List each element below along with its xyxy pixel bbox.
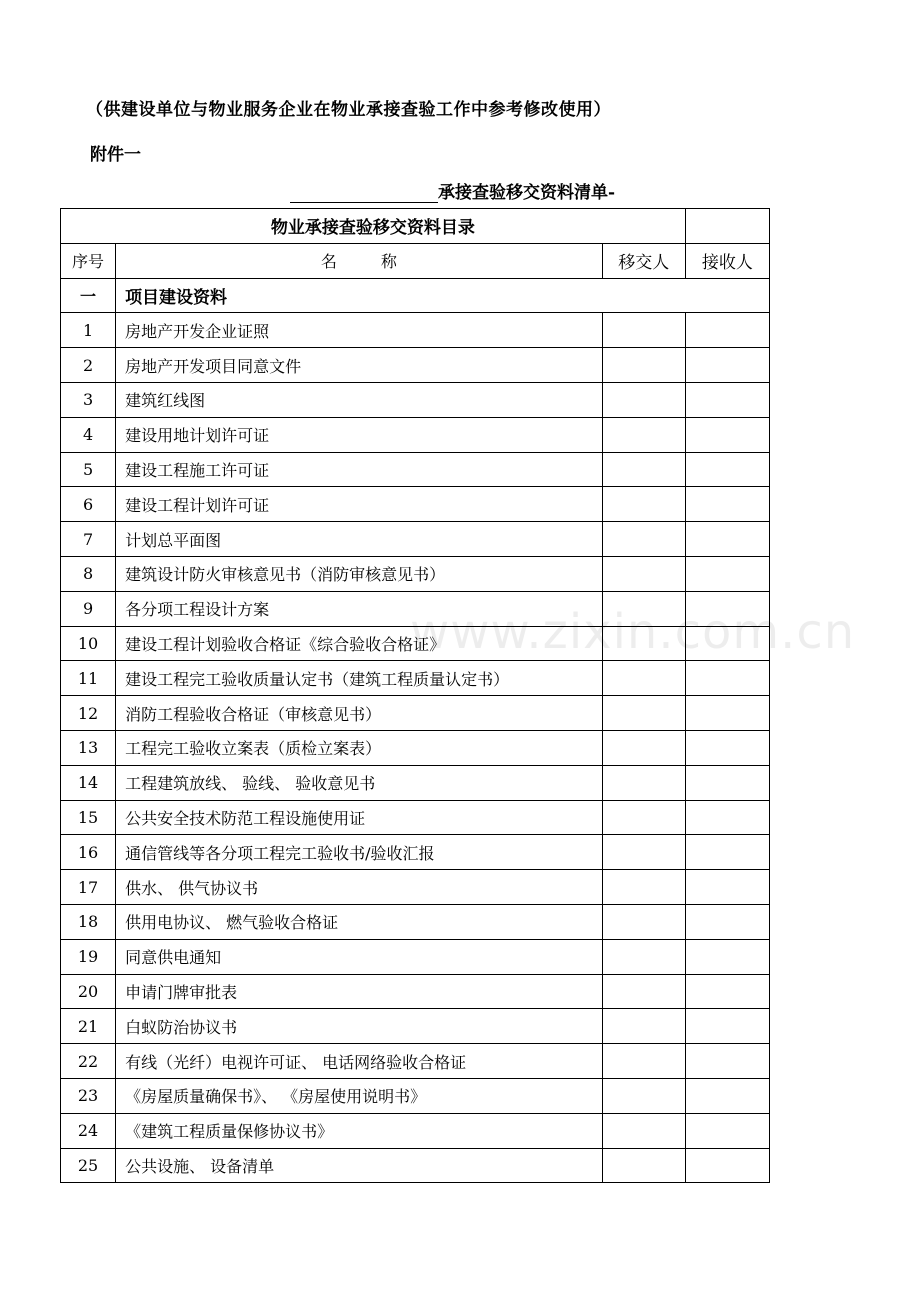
row-document-name: 各分项工程设计方案 bbox=[116, 591, 603, 626]
row-giver-cell[interactable] bbox=[602, 800, 685, 835]
catalog-title-spare-cell bbox=[685, 209, 769, 244]
row-receiver-cell[interactable] bbox=[685, 800, 769, 835]
row-giver-cell[interactable] bbox=[602, 835, 685, 870]
row-receiver-cell[interactable] bbox=[685, 696, 769, 731]
row-document-name: 建设用地计划许可证 bbox=[116, 417, 603, 452]
table-row bbox=[61, 696, 770, 731]
row-document-name: 建筑设计防火审核意见书（消防审核意见书） bbox=[116, 556, 603, 591]
table-row bbox=[61, 382, 770, 417]
table-row bbox=[61, 1113, 770, 1148]
row-document-name: 《建筑工程质量保修协议书》 bbox=[116, 1113, 603, 1148]
row-receiver-cell[interactable] bbox=[685, 1113, 769, 1148]
row-number: 5 bbox=[61, 452, 116, 487]
title-blank-line bbox=[290, 184, 438, 203]
row-document-name: 通信管线等各分项工程完工验收书/验收汇报 bbox=[116, 835, 603, 870]
row-giver-cell[interactable] bbox=[602, 1009, 685, 1044]
table-row bbox=[61, 661, 770, 696]
table-row bbox=[61, 1044, 770, 1079]
row-number: 8 bbox=[61, 556, 116, 591]
table-row bbox=[61, 870, 770, 905]
row-giver-cell[interactable] bbox=[602, 1078, 685, 1113]
table-row bbox=[61, 1148, 770, 1183]
column-header-row bbox=[61, 243, 770, 278]
row-number: 17 bbox=[61, 870, 116, 905]
row-number: 22 bbox=[61, 1044, 116, 1079]
row-giver-cell[interactable] bbox=[602, 904, 685, 939]
row-giver-cell[interactable] bbox=[602, 452, 685, 487]
row-giver-cell[interactable] bbox=[602, 1113, 685, 1148]
table-row bbox=[61, 556, 770, 591]
row-number: 12 bbox=[61, 696, 116, 731]
row-document-name: 公共安全技术防范工程设施使用证 bbox=[116, 800, 603, 835]
row-receiver-cell[interactable] bbox=[685, 1148, 769, 1183]
handover-list-table bbox=[60, 208, 770, 1183]
row-document-name: 房地产开发企业证照 bbox=[116, 313, 603, 348]
row-number: 24 bbox=[61, 1113, 116, 1148]
row-document-name: 工程完工验收立案表（质检立案表） bbox=[116, 730, 603, 765]
row-document-name: 工程建筑放线、 验线、 验收意见书 bbox=[116, 765, 603, 800]
row-number: 25 bbox=[61, 1148, 116, 1183]
section-number: 一 bbox=[61, 278, 116, 313]
row-receiver-cell[interactable] bbox=[685, 1078, 769, 1113]
table-row bbox=[61, 1078, 770, 1113]
table-row bbox=[61, 522, 770, 557]
row-document-name: 建设工程完工验收质量认定书（建筑工程质量认定书） bbox=[116, 661, 603, 696]
row-number: 18 bbox=[61, 904, 116, 939]
row-document-name: 计划总平面图 bbox=[116, 522, 603, 557]
row-receiver-cell[interactable] bbox=[685, 522, 769, 557]
table-row bbox=[61, 417, 770, 452]
table-row bbox=[61, 452, 770, 487]
row-number: 23 bbox=[61, 1078, 116, 1113]
row-document-name: 白蚁防治协议书 bbox=[116, 1009, 603, 1044]
row-giver-cell[interactable] bbox=[602, 522, 685, 557]
row-receiver-cell[interactable] bbox=[685, 661, 769, 696]
row-document-name: 建筑红线图 bbox=[116, 382, 603, 417]
row-giver-cell[interactable] bbox=[602, 487, 685, 522]
row-receiver-cell[interactable] bbox=[685, 730, 769, 765]
row-number: 7 bbox=[61, 522, 116, 557]
row-giver-cell[interactable] bbox=[602, 417, 685, 452]
column-header-receiver: 接收人 bbox=[685, 243, 769, 278]
section-label: 项目建设资料 bbox=[116, 278, 770, 313]
table-row bbox=[61, 904, 770, 939]
row-receiver-cell[interactable] bbox=[685, 870, 769, 905]
row-document-name: 公共设施、 设备清单 bbox=[116, 1148, 603, 1183]
row-receiver-cell[interactable] bbox=[685, 591, 769, 626]
table-row bbox=[61, 800, 770, 835]
row-receiver-cell[interactable] bbox=[685, 939, 769, 974]
catalog-title: 物业承接查验移交资料目录 bbox=[61, 209, 686, 244]
table-row bbox=[61, 348, 770, 383]
row-document-name: 供水、 供气协议书 bbox=[116, 870, 603, 905]
row-number: 16 bbox=[61, 835, 116, 870]
row-receiver-cell[interactable] bbox=[685, 348, 769, 383]
table-row bbox=[61, 487, 770, 522]
table-row bbox=[61, 730, 770, 765]
row-giver-cell[interactable] bbox=[602, 696, 685, 731]
row-document-name: 房地产开发项目同意文件 bbox=[116, 348, 603, 383]
row-number: 2 bbox=[61, 348, 116, 383]
row-document-name: 供用电协议、 燃气验收合格证 bbox=[116, 904, 603, 939]
table-row bbox=[61, 939, 770, 974]
row-receiver-cell[interactable] bbox=[685, 417, 769, 452]
row-giver-cell[interactable] bbox=[602, 974, 685, 1009]
table-row bbox=[61, 1009, 770, 1044]
row-giver-cell[interactable] bbox=[602, 348, 685, 383]
row-number: 19 bbox=[61, 939, 116, 974]
row-receiver-cell[interactable] bbox=[685, 452, 769, 487]
table-row bbox=[61, 626, 770, 661]
row-number: 14 bbox=[61, 765, 116, 800]
row-giver-cell[interactable] bbox=[602, 313, 685, 348]
row-document-name: 建设工程施工许可证 bbox=[116, 452, 603, 487]
row-receiver-cell[interactable] bbox=[685, 1044, 769, 1079]
row-number: 6 bbox=[61, 487, 116, 522]
column-header-no: 序号 bbox=[61, 243, 116, 278]
row-document-name: 同意供电通知 bbox=[116, 939, 603, 974]
row-document-name: 《房屋质量确保书》、 《房屋使用说明书》 bbox=[116, 1078, 603, 1113]
attachment-label: 附件一 bbox=[90, 145, 141, 165]
row-giver-cell[interactable] bbox=[602, 765, 685, 800]
row-number: 13 bbox=[61, 730, 116, 765]
row-document-name: 建设工程计划许可证 bbox=[116, 487, 603, 522]
row-document-name: 建设工程计划验收合格证《综合验收合格证》 bbox=[116, 626, 603, 661]
row-number: 4 bbox=[61, 417, 116, 452]
row-receiver-cell[interactable] bbox=[685, 556, 769, 591]
row-document-name: 有线（光纤）电视许可证、 电话网络验收合格证 bbox=[116, 1044, 603, 1079]
column-header-name bbox=[116, 243, 603, 278]
row-number: 15 bbox=[61, 800, 116, 835]
row-receiver-cell[interactable] bbox=[685, 974, 769, 1009]
watermark: www.zixin.com.cn bbox=[410, 604, 856, 660]
table-row bbox=[61, 765, 770, 800]
row-giver-cell[interactable] bbox=[602, 730, 685, 765]
row-giver-cell[interactable] bbox=[602, 1148, 685, 1183]
row-receiver-cell[interactable] bbox=[685, 382, 769, 417]
document-title-text: 承接查验移交资料清单- bbox=[438, 183, 616, 203]
table-row bbox=[61, 591, 770, 626]
column-header-giver: 移交人 bbox=[602, 243, 685, 278]
row-giver-cell[interactable] bbox=[602, 939, 685, 974]
column-header-name-part1: 名 bbox=[320, 252, 337, 272]
row-giver-cell[interactable] bbox=[602, 382, 685, 417]
row-receiver-cell[interactable] bbox=[685, 835, 769, 870]
row-receiver-cell[interactable] bbox=[685, 765, 769, 800]
row-number: 1 bbox=[61, 313, 116, 348]
row-number: 11 bbox=[61, 661, 116, 696]
table-row bbox=[61, 835, 770, 870]
row-giver-cell[interactable] bbox=[602, 626, 685, 661]
catalog-title-row bbox=[61, 209, 770, 244]
row-receiver-cell[interactable] bbox=[685, 487, 769, 522]
row-receiver-cell[interactable] bbox=[685, 626, 769, 661]
section-row bbox=[61, 278, 770, 313]
row-number: 3 bbox=[61, 382, 116, 417]
row-receiver-cell[interactable] bbox=[685, 313, 769, 348]
usage-note: （供建设单位与物业服务企业在物业承接查验工作中参考修改使用） bbox=[86, 100, 611, 120]
row-document-name: 消防工程验收合格证（审核意见书） bbox=[116, 696, 603, 731]
row-number: 9 bbox=[61, 591, 116, 626]
row-giver-cell[interactable] bbox=[602, 870, 685, 905]
row-number: 20 bbox=[61, 974, 116, 1009]
table-row bbox=[61, 313, 770, 348]
row-giver-cell[interactable] bbox=[602, 1044, 685, 1079]
row-giver-cell[interactable] bbox=[602, 661, 685, 696]
row-giver-cell[interactable] bbox=[602, 556, 685, 591]
document-title bbox=[290, 178, 615, 203]
table-row bbox=[61, 974, 770, 1009]
row-document-name: 申请门牌审批表 bbox=[116, 974, 603, 1009]
row-giver-cell[interactable] bbox=[602, 591, 685, 626]
row-number: 21 bbox=[61, 1009, 116, 1044]
row-number: 10 bbox=[61, 626, 116, 661]
row-receiver-cell[interactable] bbox=[685, 904, 769, 939]
column-header-name-part2: 称 bbox=[380, 252, 397, 272]
row-receiver-cell[interactable] bbox=[685, 1009, 769, 1044]
